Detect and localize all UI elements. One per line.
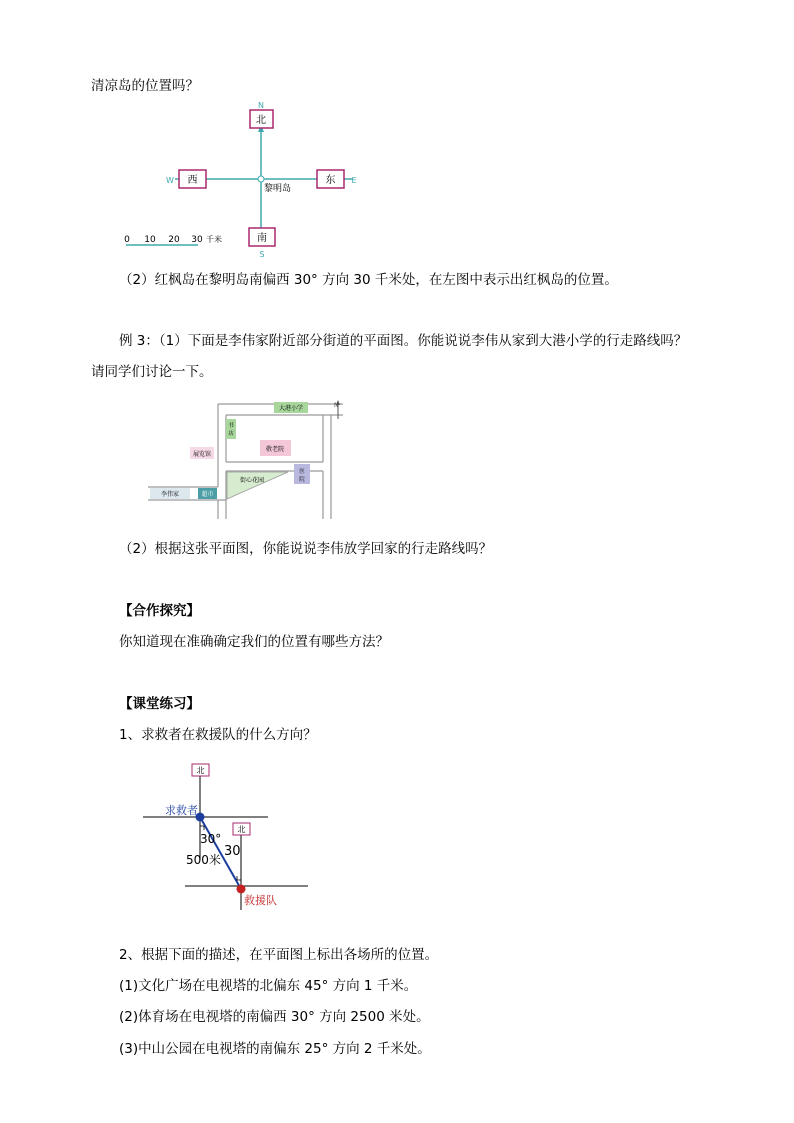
rescue-diagram [140, 760, 330, 930]
section-heading: 【课堂练习】 [119, 696, 200, 712]
section-heading: 【合作探究】 [119, 603, 200, 619]
south-label: 南 [257, 233, 267, 244]
island-label: 黎明岛 [264, 184, 292, 194]
nursing-label: 敬老院 [265, 446, 285, 453]
text-line: 你知道现在准确确定我们的位置有哪些方法？ [119, 634, 389, 650]
west-label: 西 [187, 175, 198, 186]
text-line: 2、根据下面的描述，在平面图上标出各场所的位置。 [119, 947, 439, 963]
hospital-label-1: 医 [299, 469, 305, 475]
compass-diagram [118, 98, 368, 258]
text-line: （2）根据这张平面图，你能说说李伟放学回家的行走路线吗？ [119, 541, 493, 557]
angle2-label: 30 [224, 844, 241, 859]
n-letter: N [258, 101, 264, 110]
home-label: 李伟家 [160, 491, 180, 498]
exhibition-label: 展览馆 [192, 451, 212, 458]
text-line: (3)中山公园在电视塔的南偏东 25° 方向 2 千米处。 [119, 1041, 431, 1057]
e-letter: E [351, 176, 357, 185]
text-line: 清凉岛的位置吗？ [91, 78, 199, 94]
text-line: 请同学们讨论一下。 [91, 364, 213, 380]
bookstore-label-1: 书 [228, 423, 234, 429]
rescue-north-2: 北 [237, 825, 246, 834]
s-letter: S [259, 250, 265, 258]
supermarket-label: 超市 [201, 491, 214, 498]
text-line: (1)文化广场在电视塔的北偏东 45° 方向 1 千米。 [119, 978, 418, 994]
scale-30: 30 [191, 235, 203, 245]
angle-label: 30° [200, 832, 222, 846]
scale-20: 20 [168, 235, 180, 245]
text-line: 1、求救者在救援队的什么方向？ [119, 727, 317, 743]
text-line: 例 3：（1）下面是李伟家附近部分街道的平面图。你能说说李伟从家到大港小学的行走路线吗？ [119, 333, 688, 349]
text-line: (2)体育场在电视塔的南偏西 30° 方向 2500 米处。 [119, 1009, 430, 1025]
school-label: 大港小学 [278, 405, 304, 412]
team-point [237, 885, 246, 894]
scale-10: 10 [144, 235, 156, 245]
text-line: （2）红枫岛在黎明岛南偏西 30° 方向 30 千米处，在左图中表示出红枫岛的位置。 [119, 272, 618, 288]
map-north: N [334, 402, 339, 409]
street-map [148, 397, 358, 519]
east-label: 东 [325, 175, 336, 186]
w-letter: W [166, 176, 174, 185]
team-label: 救援队 [244, 894, 277, 907]
seeker-label: 求救者 [165, 804, 198, 817]
distance-label: 500米 [186, 853, 221, 867]
bookstore-label-2: 店 [228, 431, 234, 437]
scale-0: 0 [124, 235, 130, 245]
garden-label: 街心花园 [240, 477, 265, 484]
north-label: 北 [256, 115, 266, 126]
rescue-north-1: 北 [196, 766, 205, 775]
hospital-label-2: 院 [299, 477, 305, 483]
scale-unit: 千米 [206, 235, 222, 244]
